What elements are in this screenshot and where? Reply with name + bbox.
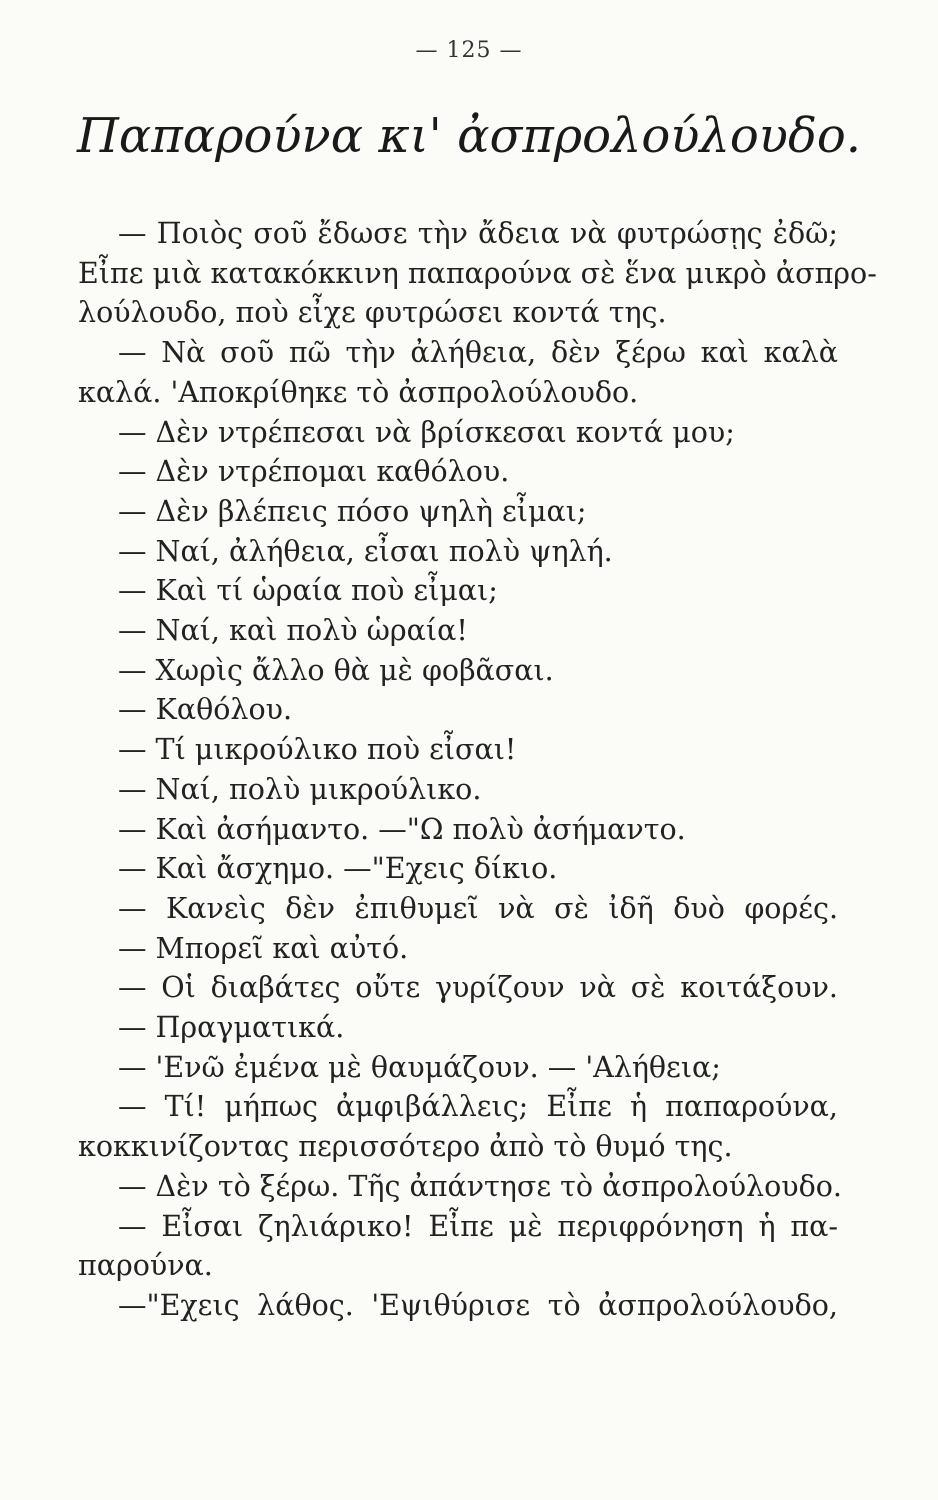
text-line: — Τί μικρούλικο ποὺ εἶσαι!: [118, 733, 517, 767]
text-line: — Ναί, καὶ πολὺ ὡραία!: [118, 614, 468, 648]
text-line: — Πραγματικά.: [118, 1011, 345, 1045]
text-line: — Καὶ ἄσχημο. —"Εχεις δίκιο.: [118, 852, 558, 886]
text-line: — Δὲν ντρέπεσαι νὰ βρίσκεσαι κοντά μου;: [118, 415, 735, 449]
text-line: — Εἶσαι ζηλιάρικο! Εἶπε μὲ περιφρόνηση ἡ πα-: [118, 1209, 838, 1243]
text-line: λούλουδο, ποὺ εἶχε φυτρώσει κοντά της.: [78, 296, 667, 330]
text-line: —"Εχεις λάθος. 'Εψιθύρισε τὸ ἀσπρολούλουδο,: [118, 1288, 838, 1322]
text-line: — Ναί, πολὺ μικρούλικο.: [118, 772, 482, 806]
text-line: — Χωρὶς ἄλλο θὰ μὲ φοβᾶσαι.: [118, 653, 554, 687]
text-line: — Οἱ διαβάτες οὔτε γυρίζουν νὰ σὲ κοιτάξουν.: [118, 971, 838, 1005]
page-number: — 125 —: [415, 38, 523, 63]
text-line: — Καὶ τί ὡραία ποὺ εἶμαι;: [118, 574, 498, 608]
text-line: — Καὶ ἀσήμαντο. —"Ω πολὺ ἀσήμαντο.: [118, 812, 686, 846]
page-title: Παπαρούνα κι' ἀσπρολούλουδο.: [76, 108, 862, 164]
text-line: — Καθόλου.: [118, 693, 293, 727]
text-line: — Τί! μήπως ἀμφιβάλλεις; Εἶπε ἡ παπαρούνα,: [118, 1090, 838, 1124]
text-line: κοκκινίζοντας περισσότερο ἀπὸ τὸ θυμό της.: [78, 1130, 733, 1164]
body-text: [78, 214, 877, 1326]
text-line: — Δὲν βλέπεις πόσο ψηλὴ εἶμαι;: [118, 494, 587, 528]
text-line: — Δὲν ντρέπομαι καθόλου.: [118, 455, 510, 489]
text-line: — Μπορεῖ καὶ αὐτό.: [118, 931, 409, 965]
text-line: καλά. 'Αποκρίθηκε τὸ ἀσπρολούλουδο.: [78, 375, 639, 409]
text-line: — Νὰ σοῦ πῶ τὴν ἀλήθεια, δὲν ξέρω καὶ καλὰ: [118, 336, 838, 370]
text-line: — Ναί, ἀλήθεια, εἶσαι πολὺ ψηλή.: [118, 534, 613, 568]
text-line: — 'Ενῶ ἐμένα μὲ θαυμάζουν. — 'Αλήθεια;: [118, 1050, 721, 1084]
text-line: παρούνα.: [78, 1249, 213, 1283]
text-line: — Κανεὶς δὲν ἐπιθυμεῖ νὰ σὲ ἰδῆ δυὸ φορές.: [118, 891, 838, 925]
text-line: — Δὲν τὸ ξέρω. Τῆς ἀπάντησε τὸ ἀσπρολούλουδο.: [118, 1169, 842, 1203]
text-line: — Ποιὸς σοῦ ἔδωσε τὴν ἄδεια νὰ φυτρώσῃς ἐδῶ;: [118, 217, 838, 250]
text-line: Εἶπε μιὰ κατακόκκινη παπαρούνα σὲ ἕνα μικρὸ ἀσπρο-: [78, 256, 877, 290]
